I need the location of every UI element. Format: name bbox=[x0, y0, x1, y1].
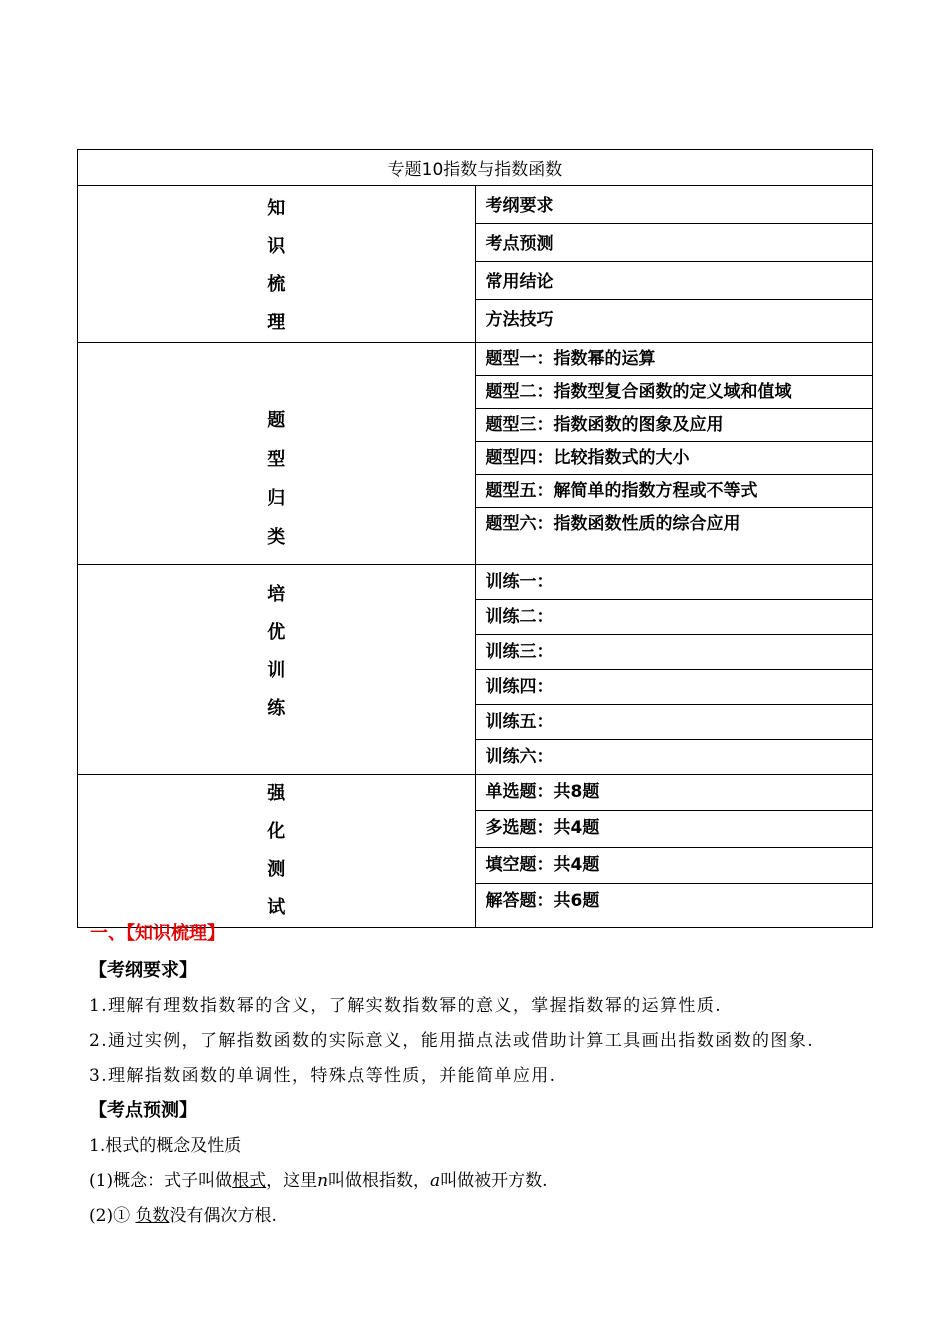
document-title: 专题10指数与指数函数 bbox=[78, 150, 873, 186]
outline-table bbox=[77, 149, 873, 928]
syllabus-heading: 【考纲要求】 bbox=[89, 960, 197, 981]
radical-property: (2)① 负数没有偶次方根. bbox=[89, 1206, 277, 1226]
toc-item[interactable]: 训练六： bbox=[475, 740, 873, 775]
section-knowledge-review bbox=[89, 922, 869, 1236]
radical-concept: (1)概念：式子叫做根式，这里n叫做根指数，a叫做被开方数. bbox=[89, 1171, 548, 1191]
category-advanced-training: 培 优 训 练 bbox=[78, 565, 476, 775]
toc-item[interactable]: 单选题：共8题 bbox=[475, 775, 873, 811]
toc-item[interactable]: 考点预测 bbox=[475, 223, 873, 261]
toc-item[interactable]: 训练五： bbox=[475, 705, 873, 740]
toc-item[interactable]: 题型一：指数幂的运算 bbox=[475, 343, 873, 376]
toc-item[interactable]: 常用结论 bbox=[475, 261, 873, 299]
section-heading: 一、【知识梳理】 bbox=[90, 923, 225, 944]
syllabus-item: 2.通过实例，了解指数函数的实际意义，能用描点法或借助计算工具画出指数函数的图象. bbox=[89, 1031, 815, 1051]
toc-item[interactable]: 考纲要求 bbox=[475, 186, 873, 224]
category-question-types: 题 型 归 类 bbox=[78, 343, 476, 565]
term-negative-number: 负数 bbox=[135, 1206, 170, 1226]
toc-item[interactable]: 题型三：指数函数的图象及应用 bbox=[475, 409, 873, 442]
toc-item[interactable]: 训练二： bbox=[475, 600, 873, 635]
toc-item[interactable]: 训练四： bbox=[475, 670, 873, 705]
toc-item[interactable]: 题型四：比较指数式的大小 bbox=[475, 442, 873, 475]
toc-item[interactable]: 训练三： bbox=[475, 635, 873, 670]
toc-item[interactable]: 训练一： bbox=[475, 565, 873, 600]
toc-item[interactable]: 解答题：共6题 bbox=[475, 884, 873, 928]
term-radical: 根式 bbox=[232, 1171, 267, 1191]
toc-item[interactable]: 题型六：指数函数性质的综合应用 bbox=[475, 508, 873, 565]
category-reinforcement-test: 强 化 测 试 bbox=[78, 775, 476, 928]
key-point-title: 1.根式的概念及性质 bbox=[89, 1136, 242, 1156]
category-knowledge-review: 知 识 梳 理 bbox=[78, 186, 476, 343]
toc-item[interactable]: 填空题：共4题 bbox=[475, 847, 873, 883]
syllabus-item: 3.理解指数函数的单调性，特殊点等性质，并能简单应用. bbox=[89, 1066, 557, 1086]
key-points-heading: 【考点预测】 bbox=[89, 1100, 197, 1121]
toc-item[interactable]: 方法技巧 bbox=[475, 299, 873, 342]
toc-item[interactable]: 题型二：指数型复合函数的定义域和值域 bbox=[475, 376, 873, 409]
toc-item[interactable]: 题型五：解简单的指数方程或不等式 bbox=[475, 475, 873, 508]
syllabus-item: 1.理解有理数指数幂的含义，了解实数指数幂的意义，掌握指数幂的运算性质. bbox=[89, 996, 723, 1016]
toc-item[interactable]: 多选题：共4题 bbox=[475, 811, 873, 847]
